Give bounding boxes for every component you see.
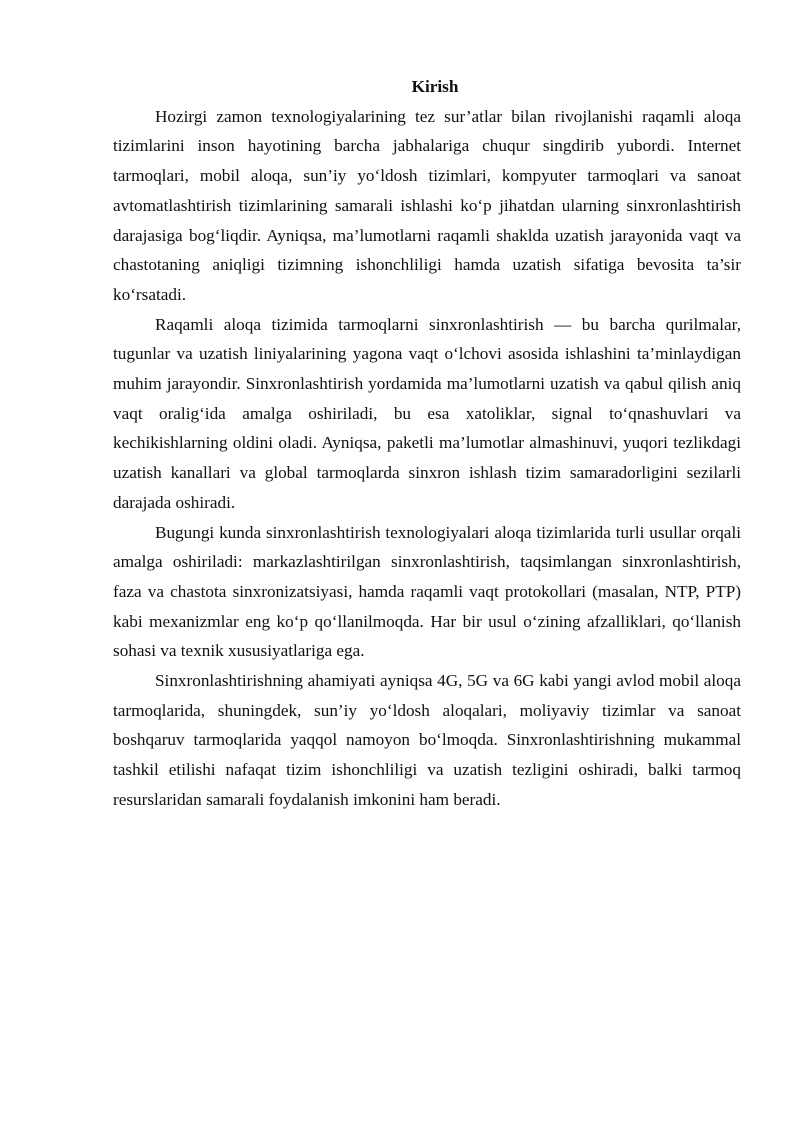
paragraph-4: Sinxronlashtirishning ahamiyati ayniqsa 4G, 5G va 6G kabi yangi avlod mobil aloqa tarmoqlarida, shuningdek, sun’iy yo‘ldosh aloqalari, moliyaviy tizimlar va sanoat boshqaruv tarmoqlarida yaqqol namoyon bo‘lmoqda. Sinxronlashtirishning mukammal tashkil etilishi nafaqat tizim ishonchliligi va uzatish tezligini oshiradi, balki tarmoq resurslaridan samarali foydalanish imkonini ham beradi. — [113, 671, 741, 809]
paragraph-3: Bugungi kunda sinxronlashtirish texnologiyalari aloqa tizimlarida turli usullar orqali amalga oshiriladi: markazlashtirilgan sinxronlashtirish, taqsimlangan sinxronlashtirish, faza va chastota sinxronizatsiyasi, hamda raqamli vaqt protokollari (masalan, NTP, PTP) kabi mexanizmlar eng ko‘p qo‘llanilmoqda. Har bir usul o‘zining afzalliklari, qo‘llanish sohasi va texnik xususiyatlariga ega. — [113, 522, 741, 661]
document-page — [113, 72, 741, 815]
section-title: Kirish — [411, 77, 459, 96]
paragraph-2: Raqamli aloqa tizimida tarmoqlarni sinxronlashtirish — bu barcha qurilmalar, tugunlar va uzatish liniyalarining yagona vaqt o‘lchovi asosida ishlashini ta’minlaydigan muhim jarayondir. Sinxronlashtirish yordamida ma’lumotlarni uzatish va qabul qilish aniq vaqt oralig‘ida amalga oshiriladi, bu esa xatoliklar, signal to‘qnashuvlari va kechikishlarning oldini oladi. Ayniqsa, paketli ma’lumotlar almashinuvi, yuqori tezlikdagi uzatish kanallari va global tarmoqlarda sinxron ishlash tizim samaradorligini sezilarli darajada oshiradi. — [113, 314, 741, 512]
paragraph-1: Hozirgi zamon texnologiyalarining tez sur’atlar bilan rivojlanishi raqamli aloqa tizimlarini inson hayotining barcha jabhalariga chuqur singdirib yubordi. Internet tarmoqlari, mobil aloqa, sun’iy yo‘ldosh tizimlari, kompyuter tarmoqlari va sanoat avtomatlashtirish tizimlarining samarali ishlashi ko‘p jihatdan ularning sinxronlashtirish darajasiga bog‘liqdir. Ayniqsa, ma’lumotlarni raqamli shaklda uzatish jarayonida vaqt va chastotaning aniqligi tizimning ishonchliligi hamda uzatish sifatiga bevosita ta’sir ko‘rsatadi. — [113, 106, 741, 304]
